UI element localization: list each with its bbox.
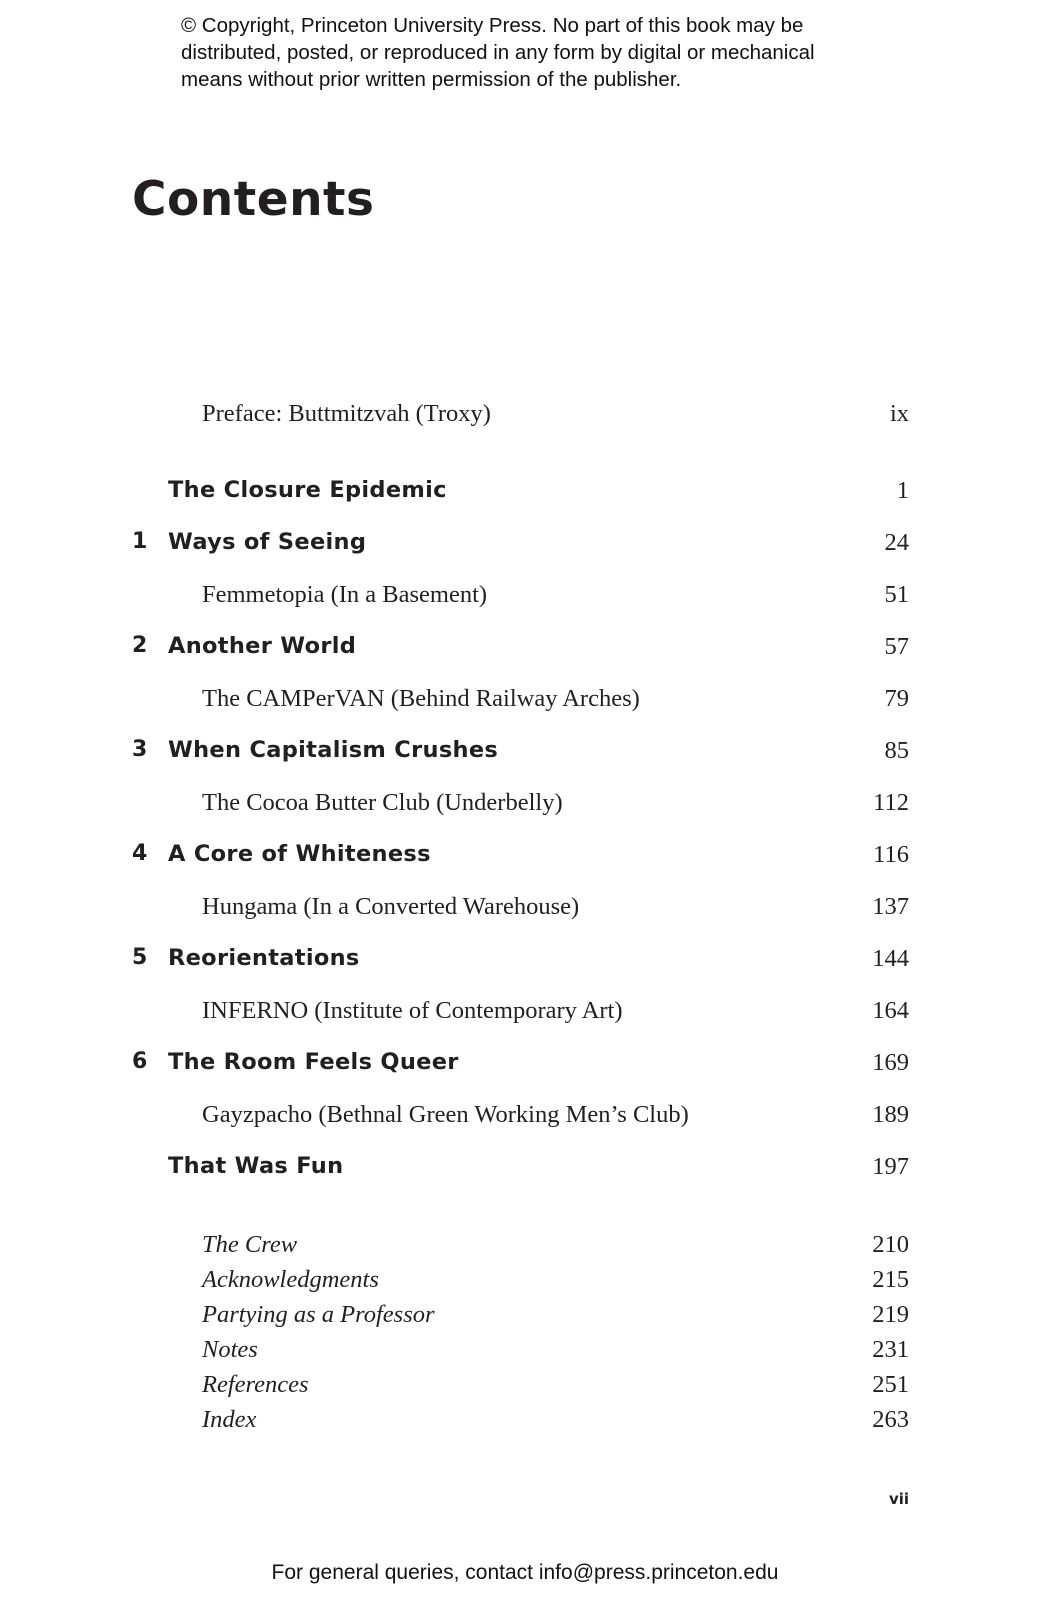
- toc-entry: [0, 1049, 1050, 1085]
- toc-entry: [0, 581, 1050, 617]
- entry-title: The Cocoa Butter Club (Underbelly): [202, 789, 563, 816]
- entry-title: A Core of Whiteness: [168, 841, 431, 867]
- entry-title: Acknowledgments: [202, 1266, 379, 1293]
- entry-title: Hungama (In a Converted Warehouse): [202, 893, 580, 920]
- toc-entry: [0, 400, 1050, 436]
- entry-title: Index: [202, 1406, 257, 1433]
- toc-entry: [0, 737, 1050, 773]
- page-number: 137: [872, 893, 909, 920]
- back-matter-entry: [0, 1301, 1050, 1337]
- chapter-number: 4: [132, 841, 148, 866]
- back-matter-entry: [0, 1266, 1050, 1302]
- page-number: 85: [884, 737, 909, 764]
- toc-entry: [0, 893, 1050, 929]
- page-number: 51: [884, 581, 909, 608]
- page-number: 116: [873, 841, 909, 868]
- page-number: ix: [889, 400, 909, 427]
- entry-title: Notes: [202, 1336, 258, 1363]
- toc-entry: [0, 789, 1050, 825]
- toc-entry: [0, 997, 1050, 1033]
- back-matter-entry: [0, 1336, 1050, 1372]
- entry-title: The Room Feels Queer: [168, 1049, 459, 1075]
- page-number: 144: [872, 945, 909, 972]
- entry-title: Another World: [168, 633, 357, 659]
- page-number: 215: [872, 1266, 909, 1293]
- entry-title: Gayzpacho (Bethnal Green Working Men’s Club): [202, 1101, 689, 1128]
- chapter-number: 6: [132, 1049, 148, 1074]
- page-number: 210: [872, 1231, 909, 1258]
- entry-title: References: [202, 1371, 309, 1398]
- page-number: 112: [873, 789, 909, 816]
- toc-entry: [0, 1101, 1050, 1137]
- toc-entry: [0, 529, 1050, 565]
- toc-entry: [0, 841, 1050, 877]
- folio-page-number: vii: [888, 1490, 909, 1508]
- chapter-number: 5: [132, 945, 148, 970]
- chapter-number: 3: [132, 737, 148, 762]
- page-number: 219: [872, 1301, 909, 1328]
- page-number: 251: [872, 1371, 909, 1398]
- entry-title: The Crew: [202, 1231, 298, 1258]
- page-number: 24: [884, 529, 909, 556]
- entry-title: Femmetopia (In a Basement): [202, 581, 488, 608]
- page-number: 197: [872, 1153, 909, 1180]
- toc-entry: [0, 1153, 1050, 1189]
- copyright-line: © Copyright, Princeton University Press. No part of this book may be: [181, 14, 804, 37]
- back-matter-entry: [0, 1371, 1050, 1407]
- entry-title: Preface: Buttmitzvah (Troxy): [202, 400, 491, 427]
- back-matter-entry: [0, 1231, 1050, 1267]
- page-number: 169: [872, 1049, 909, 1076]
- page-number: 189: [872, 1101, 909, 1128]
- entry-title: The CAMPerVAN (Behind Railway Arches): [202, 685, 640, 712]
- toc-entry: [0, 477, 1050, 513]
- copyright-line: distributed, posted, or reproduced in any form by digital or mechanical: [181, 41, 815, 64]
- chapter-number: 2: [132, 633, 148, 658]
- toc-entry: [0, 685, 1050, 721]
- entry-title: Reorientations: [168, 945, 360, 971]
- entry-title: INFERNO (Institute of Contemporary Art): [202, 997, 623, 1024]
- entry-title: The Closure Epidemic: [168, 477, 447, 503]
- page-number: 57: [884, 633, 909, 660]
- page-number: 231: [872, 1336, 909, 1363]
- copyright-notice: [181, 12, 901, 93]
- back-matter-entry: [0, 1406, 1050, 1442]
- entry-title: Partying as a Professor: [202, 1301, 435, 1328]
- page-title: Contents: [132, 172, 375, 227]
- footer-contact: For general queries, contact info@press.princeton.edu: [271, 1561, 779, 1584]
- entry-title: When Capitalism Crushes: [168, 737, 499, 763]
- page-number: 1: [896, 477, 909, 504]
- entry-title: Ways of Seeing: [168, 529, 367, 555]
- copyright-line: means without prior written permission of the publisher.: [181, 68, 682, 91]
- page-number: 263: [872, 1406, 909, 1433]
- page-number: 164: [872, 997, 909, 1024]
- toc-entry: [0, 633, 1050, 669]
- toc-entry: [0, 945, 1050, 981]
- page-number: 79: [884, 685, 909, 712]
- chapter-number: 1: [132, 529, 148, 554]
- entry-title: That Was Fun: [168, 1153, 344, 1179]
